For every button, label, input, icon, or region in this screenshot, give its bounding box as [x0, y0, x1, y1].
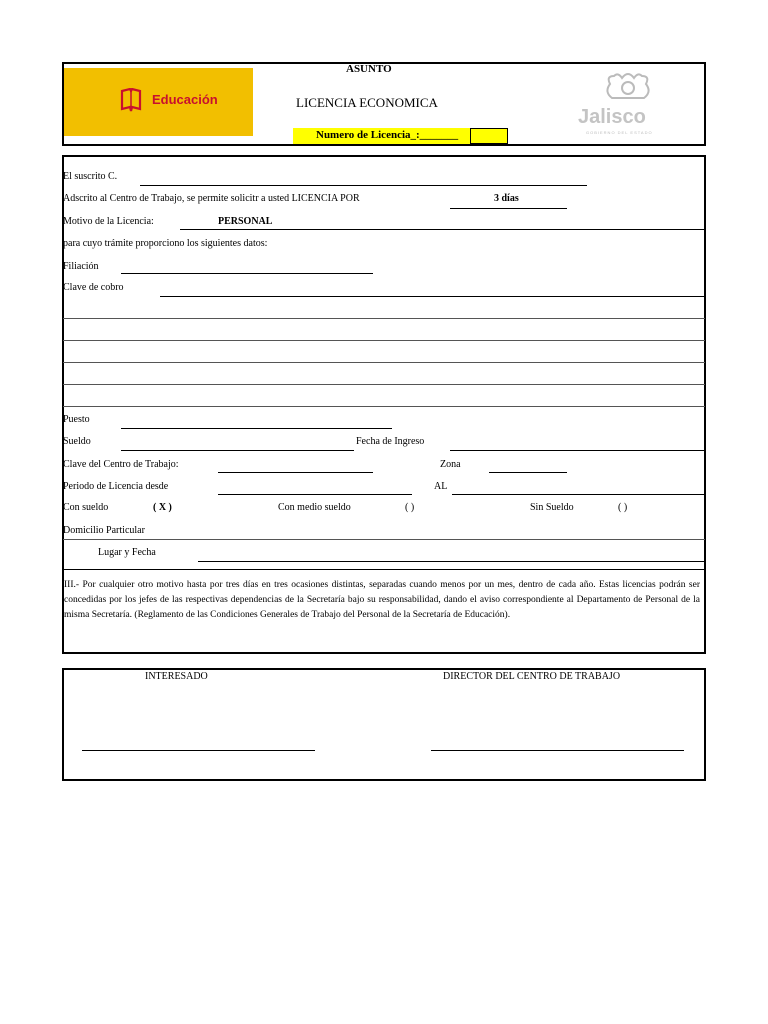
clave-cobro-label: Clave de cobro	[63, 282, 124, 293]
periodo-desde-field[interactable]	[218, 494, 412, 495]
book-icon	[120, 88, 142, 114]
medio-sueldo-checkbox[interactable]: ( )	[405, 502, 415, 513]
con-sueldo-label: Con sueldo	[63, 502, 109, 513]
seal-subtext: GOBIERNO DEL ESTADO	[586, 130, 653, 135]
zona-field[interactable]	[489, 472, 567, 473]
logo-text: Educación	[152, 92, 218, 107]
coat-of-arms-icon	[598, 70, 658, 106]
dias-field[interactable]	[450, 208, 567, 209]
interesado-label: INTERESADO	[145, 671, 208, 682]
periodo-label: Periodo de Licencia desde	[63, 481, 169, 492]
blank-row-4[interactable]	[63, 384, 705, 385]
motivo-value: PERSONAL	[218, 216, 273, 227]
fecha-ingreso-field[interactable]	[450, 450, 705, 451]
adscrito-label: Adscrito al Centro de Trabajo, se permite solicitr a usted LICENCIA POR	[63, 193, 360, 204]
puesto-label: Puesto	[63, 414, 90, 425]
filiacion-label: Filiación	[63, 261, 99, 272]
blank-row-5[interactable]	[63, 406, 705, 407]
form-title: LICENCIA ECONOMICA	[296, 95, 438, 110]
domicilio-field[interactable]	[63, 539, 705, 540]
license-number-label: Numero de Licencia_:_______	[316, 129, 459, 141]
sin-sueldo-checkbox[interactable]: ( )	[618, 502, 628, 513]
lugar-fecha-label: Lugar y Fecha	[98, 547, 156, 558]
license-number-field[interactable]	[293, 128, 470, 144]
dias-value: 3 días	[494, 193, 519, 204]
suscrito-label: El suscrito C.	[63, 171, 118, 182]
jalisco-seal	[574, 68, 682, 138]
motivo-label: Motivo de la Licencia:	[63, 216, 154, 227]
education-logo	[64, 68, 253, 136]
filiacion-field[interactable]	[121, 273, 373, 274]
seal-text: Jalisco	[578, 106, 646, 128]
director-label: DIRECTOR DEL CENTRO DE TRABAJO	[443, 671, 621, 682]
al-label: AL	[434, 481, 448, 492]
suscrito-field[interactable]	[140, 185, 587, 186]
lugar-divider	[63, 569, 705, 570]
clave-ct-label: Clave del Centro de Trabajo:	[63, 459, 179, 470]
interesado-signature-line[interactable]	[82, 750, 315, 751]
sin-sueldo-label: Sin Sueldo	[530, 502, 574, 513]
license-number-box[interactable]	[470, 128, 508, 144]
con-sueldo-checkbox[interactable]: ( X )	[153, 502, 172, 513]
fecha-ingreso-label: Fecha de Ingreso	[356, 436, 425, 447]
sueldo-label: Sueldo	[63, 436, 91, 447]
periodo-al-field[interactable]	[452, 494, 705, 495]
director-signature-line[interactable]	[431, 750, 684, 751]
zona-label: Zona	[440, 459, 461, 470]
lugar-fecha-field[interactable]	[198, 561, 705, 562]
blank-row-1[interactable]	[63, 318, 705, 319]
tramite-text: para cuyo trámite proporciono los siguientes datos:	[63, 238, 268, 249]
medio-sueldo-label: Con medio sueldo	[278, 502, 351, 513]
motivo-field[interactable]	[180, 229, 705, 230]
domicilio-label: Domicilio Particular	[63, 525, 145, 536]
blank-row-2[interactable]	[63, 340, 705, 341]
regulation-text: III.- Por cualquier otro motivo hasta por tres días en tres ocasiones distintas, separadas cuando menos por un mes, dentro de cada año. Estas licencias podrán ser concedidas por los jefes de las respectivas dependencias de la Secretaría bajo su responsabilidad, dando el aviso correspondiente al Departamento de Personal de la misma Secretaría. (Reglamento de las Condiciones Generales de Trabajo del Personal de la Secretaría de Educación).	[64, 580, 700, 620]
blank-row-3[interactable]	[63, 362, 705, 363]
sueldo-field[interactable]	[121, 450, 354, 451]
puesto-field[interactable]	[121, 428, 392, 429]
clave-cobro-field[interactable]	[160, 296, 705, 297]
signature-box	[62, 668, 706, 781]
asunto-label: ASUNTO	[346, 63, 392, 75]
clave-ct-field[interactable]	[218, 472, 373, 473]
